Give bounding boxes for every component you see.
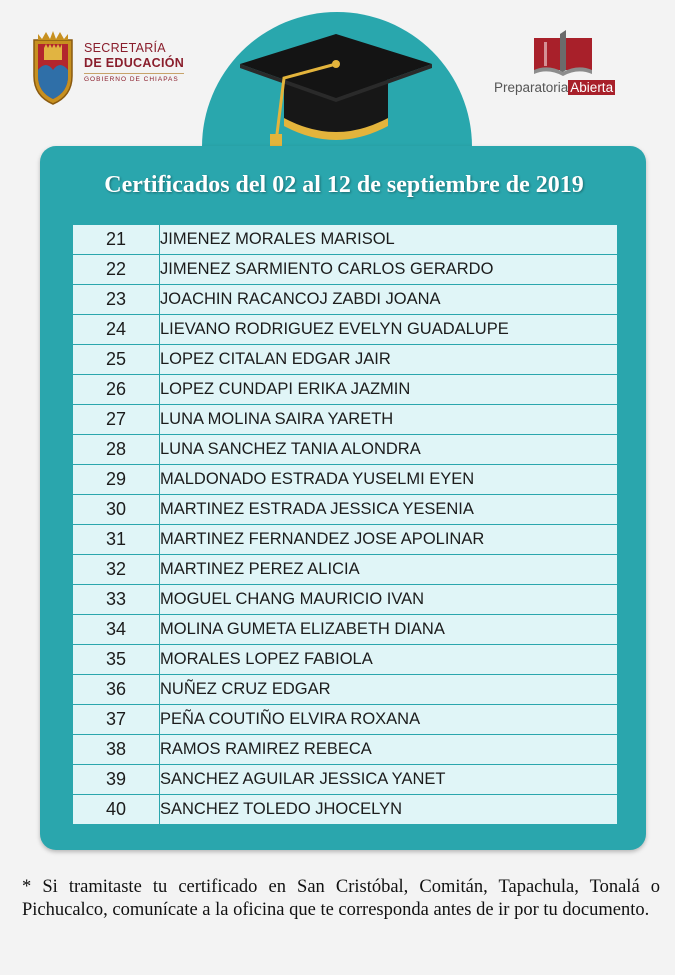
certificates-table [72, 224, 618, 825]
page-title: Certificados del 02 al 12 de septiembre de 2019 [104, 172, 584, 198]
row-name: SANCHEZ TOLEDO JHOCELYN [160, 795, 618, 825]
table-row [73, 795, 618, 825]
row-name: SANCHEZ AGUILAR JESSICA YANET [160, 765, 618, 795]
table-row [73, 765, 618, 795]
table-row [73, 255, 618, 285]
table-row [73, 585, 618, 615]
row-number: 35 [73, 645, 160, 675]
row-name: MARTINEZ PEREZ ALICIA [160, 555, 618, 585]
row-number: 38 [73, 735, 160, 765]
table-row [73, 225, 618, 255]
row-number: 30 [73, 495, 160, 525]
table-row [73, 435, 618, 465]
row-number: 29 [73, 465, 160, 495]
row-name: LOPEZ CUNDAPI ERIKA JAZMIN [160, 375, 618, 405]
row-name: MARTINEZ FERNANDEZ JOSE APOLINAR [160, 525, 618, 555]
row-name: JIMENEZ SARMIENTO CARLOS GERARDO [160, 255, 618, 285]
secretaria-educacion-logo [28, 28, 198, 108]
table-row [73, 315, 618, 345]
row-number: 24 [73, 315, 160, 345]
row-name: LIEVANO RODRIGUEZ EVELYN GUADALUPE [160, 315, 618, 345]
row-name: PEÑA COUTIÑO ELVIRA ROXANA [160, 705, 618, 735]
table-row [73, 645, 618, 675]
logo-line-educacion: DE EDUCACIÓN [84, 55, 185, 70]
footnote: * Si tramitaste tu certificado en San Cristóbal, Comitán, Tapachula, Tonalá o Pichucalco, comunícate a la oficina que te corresponda antes de ir por tu documento. [22, 877, 660, 920]
row-name: MORALES LOPEZ FABIOLA [160, 645, 618, 675]
preparatoria-abierta-logo [494, 28, 644, 98]
row-number: 31 [73, 525, 160, 555]
row-name: JOACHIN RACANCOJ ZABDI JOANA [160, 285, 618, 315]
wordmark-highlight: Abierta [570, 80, 614, 95]
row-number: 26 [73, 375, 160, 405]
table-row [73, 495, 618, 525]
row-number: 21 [73, 225, 160, 255]
table-row [73, 675, 618, 705]
row-number: 33 [73, 585, 160, 615]
row-number: 37 [73, 705, 160, 735]
row-number: 23 [73, 285, 160, 315]
table-row [73, 285, 618, 315]
table-row [73, 615, 618, 645]
row-number: 36 [73, 675, 160, 705]
wordmark-main: Preparatoria [494, 80, 569, 95]
row-number: 22 [73, 255, 160, 285]
row-number: 25 [73, 345, 160, 375]
row-name: LUNA MOLINA SAIRA YARETH [160, 405, 618, 435]
row-name: MALDONADO ESTRADA YUSELMI EYEN [160, 465, 618, 495]
table-row [73, 345, 618, 375]
chiapas-shield-icon [28, 30, 78, 106]
table-row [73, 555, 618, 585]
row-number: 27 [73, 405, 160, 435]
logo-line-gobierno: GOBIERNO DE CHIAPAS [84, 73, 184, 84]
row-name: MOLINA GUMETA ELIZABETH DIANA [160, 615, 618, 645]
table-row [73, 735, 618, 765]
table-row [73, 375, 618, 405]
preparatoria-abierta-wordmark [494, 80, 615, 95]
row-number: 28 [73, 435, 160, 465]
row-name: LOPEZ CITALAN EDGAR JAIR [160, 345, 618, 375]
row-name: NUÑEZ CRUZ EDGAR [160, 675, 618, 705]
row-name: JIMENEZ MORALES MARISOL [160, 225, 618, 255]
table-row [73, 405, 618, 435]
table-row [73, 525, 618, 555]
row-number: 32 [73, 555, 160, 585]
row-name: MOGUEL CHANG MAURICIO IVAN [160, 585, 618, 615]
row-name: RAMOS RAMIREZ REBECA [160, 735, 618, 765]
row-number: 39 [73, 765, 160, 795]
table-row [73, 705, 618, 735]
row-name: LUNA SANCHEZ TANIA ALONDRA [160, 435, 618, 465]
row-number: 34 [73, 615, 160, 645]
row-name: MARTINEZ ESTRADA JESSICA YESENIA [160, 495, 618, 525]
logo-line-secretaria: SECRETARÍA [84, 41, 166, 55]
open-book-icon [532, 28, 594, 76]
row-number: 40 [73, 795, 160, 825]
table-row [73, 465, 618, 495]
